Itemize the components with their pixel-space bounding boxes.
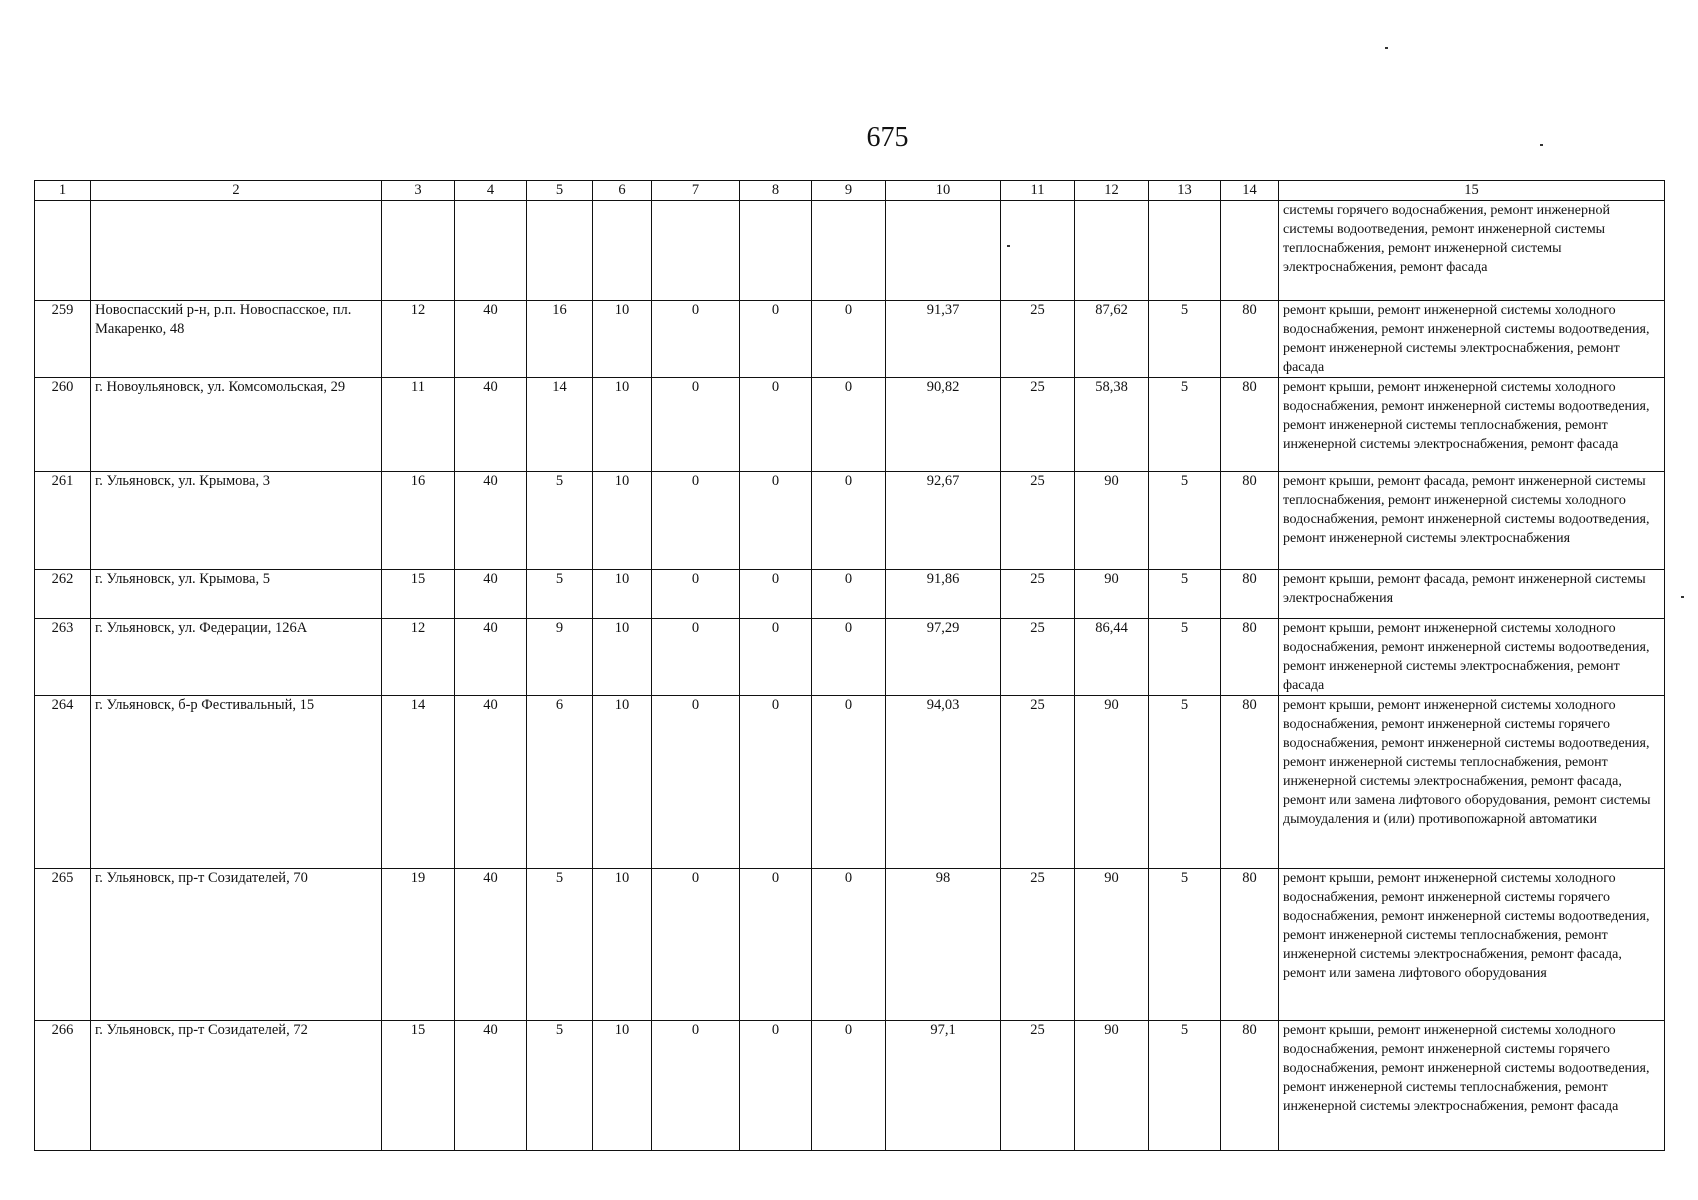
table-cell: 5 — [1149, 301, 1221, 378]
table-cell: 90,82 — [886, 378, 1001, 472]
table-row — [35, 570, 1665, 619]
table-cell: 90 — [1075, 570, 1149, 619]
address-cell: г. Ульяновск, пр-т Созидателей, 70 — [91, 869, 382, 1021]
row-number-cell: 266 — [35, 1021, 91, 1151]
table-cell: 0 — [652, 472, 740, 570]
table-cell: 5 — [1149, 869, 1221, 1021]
table-cell: 0 — [652, 696, 740, 869]
table-cell: 0 — [812, 696, 886, 869]
address-cell: г. Ульяновск, ул. Федерации, 126А — [91, 619, 382, 696]
table-cell: 0 — [740, 696, 812, 869]
address-cell: г. Новоульяновск, ул. Комсомольская, 29 — [91, 378, 382, 472]
table-cell: 25 — [1001, 869, 1075, 1021]
table-cell: 0 — [652, 619, 740, 696]
table-cell: 0 — [740, 1021, 812, 1151]
table-cell: 12 — [382, 301, 455, 378]
table-cell: 10 — [593, 696, 652, 869]
table-cell: 25 — [1001, 301, 1075, 378]
table-cell: 25 — [1001, 696, 1075, 869]
table-cell: 25 — [1001, 570, 1075, 619]
table-cell — [886, 201, 1001, 301]
address-cell: г. Ульяновск, ул. Крымова, 5 — [91, 570, 382, 619]
column-header: 4 — [455, 181, 527, 201]
table-cell: 40 — [455, 570, 527, 619]
column-header: 11 — [1001, 181, 1075, 201]
table-cell: 58,38 — [1075, 378, 1149, 472]
table-cell: 91,86 — [886, 570, 1001, 619]
repair-program-table — [34, 180, 1665, 1151]
table-cell: 0 — [652, 1021, 740, 1151]
table-cell: 0 — [652, 301, 740, 378]
table-cell: 19 — [382, 869, 455, 1021]
table-cell: 98 — [886, 869, 1001, 1021]
table-row — [35, 1021, 1665, 1151]
table-cell: 5 — [1149, 378, 1221, 472]
table-cell: 10 — [593, 301, 652, 378]
table-cell: 25 — [1001, 378, 1075, 472]
table-cell: 80 — [1221, 869, 1279, 1021]
table-cell: 40 — [455, 869, 527, 1021]
table-cell: 92,67 — [886, 472, 1001, 570]
row-number-cell: 263 — [35, 619, 91, 696]
table-cell: 90 — [1075, 472, 1149, 570]
repair-works-cell: ремонт крыши, ремонт инженерной системы холодного водоснабжения, ремонт инженерной системы горячего водоснабжения, ремонт инженерной системы водоотведения, ремонт инженерной системы теплоснабжения, ремонт инженерной системы электроснабжения, ремонт фасада — [1279, 1021, 1665, 1151]
table-cell: 90 — [1075, 696, 1149, 869]
column-header: 7 — [652, 181, 740, 201]
table-cell: 0 — [812, 472, 886, 570]
table-cell: 80 — [1221, 1021, 1279, 1151]
row-number-cell: 261 — [35, 472, 91, 570]
table-row — [35, 301, 1665, 378]
table-cell: 0 — [740, 619, 812, 696]
row-number-cell — [35, 201, 91, 301]
table-cell: 10 — [593, 378, 652, 472]
table-cell: 0 — [812, 378, 886, 472]
table-cell: 14 — [527, 378, 593, 472]
repair-works-cell: ремонт крыши, ремонт инженерной системы холодного водоснабжения, ремонт инженерной системы горячего водоснабжения, ремонт инженерной системы водоотведения, ремонт инженерной системы теплоснабжения, ремонт инженерной системы электроснабжения, ремонт фасада, ремонт или замена лифтового оборудования, ремонт системы дымоудаления и (или) противопожарной автоматики — [1279, 696, 1665, 869]
column-header: 15 — [1279, 181, 1665, 201]
table-cell: 91,37 — [886, 301, 1001, 378]
table-cell — [740, 201, 812, 301]
table-row — [35, 378, 1665, 472]
column-header: 10 — [886, 181, 1001, 201]
scan-speck — [1681, 596, 1684, 598]
address-cell — [91, 201, 382, 301]
table-row — [35, 869, 1665, 1021]
table-cell — [812, 201, 886, 301]
table-cell — [1221, 201, 1279, 301]
repair-works-cell: ремонт крыши, ремонт инженерной системы холодного водоснабжения, ремонт инженерной системы водоотведения, ремонт инженерной системы теплоснабжения, ремонт инженерной системы электроснабжения, ремонт фасада — [1279, 378, 1665, 472]
scan-speck — [1385, 47, 1388, 49]
table-cell: 5 — [1149, 570, 1221, 619]
row-number-cell: 265 — [35, 869, 91, 1021]
table-cell: 0 — [812, 1021, 886, 1151]
table-cell: 10 — [593, 619, 652, 696]
row-number-cell: 259 — [35, 301, 91, 378]
table-cell — [382, 201, 455, 301]
table-cell: 0 — [812, 619, 886, 696]
table-cell: 80 — [1221, 378, 1279, 472]
table-cell: 25 — [1001, 619, 1075, 696]
table-cell: 86,44 — [1075, 619, 1149, 696]
table-cell: 5 — [527, 869, 593, 1021]
column-header: 3 — [382, 181, 455, 201]
repair-works-cell: системы горячего водоснабжения, ремонт инженерной системы водоотведения, ремонт инженерной системы теплоснабжения, ремонт инженерной системы электроснабжения, ремонт фасада — [1279, 201, 1665, 301]
table-cell — [1001, 201, 1075, 301]
table-cell: 15 — [382, 570, 455, 619]
table-cell: 0 — [652, 570, 740, 619]
address-cell: г. Ульяновск, ул. Крымова, 3 — [91, 472, 382, 570]
table-cell — [652, 201, 740, 301]
table-cell: 5 — [527, 1021, 593, 1151]
table-cell — [593, 201, 652, 301]
table-cell: 80 — [1221, 472, 1279, 570]
table-row — [35, 472, 1665, 570]
table-row — [35, 696, 1665, 869]
table-cell: 5 — [1149, 472, 1221, 570]
page-number: 675 — [866, 122, 909, 153]
table-cell: 0 — [812, 869, 886, 1021]
repair-works-cell: ремонт крыши, ремонт инженерной системы холодного водоснабжения, ремонт инженерной системы водоотведения, ремонт инженерной системы электроснабжения, ремонт фасада — [1279, 301, 1665, 378]
table-cell: 25 — [1001, 1021, 1075, 1151]
table-cell: 0 — [740, 378, 812, 472]
table-cell: 40 — [455, 619, 527, 696]
table-row — [35, 619, 1665, 696]
repair-works-cell: ремонт крыши, ремонт инженерной системы холодного водоснабжения, ремонт инженерной системы водоотведения, ремонт инженерной системы электроснабжения, ремонт фасада — [1279, 619, 1665, 696]
table-cell: 90 — [1075, 869, 1149, 1021]
column-header: 1 — [35, 181, 91, 201]
repair-works-cell: ремонт крыши, ремонт фасада, ремонт инженерной системы теплоснабжения, ремонт инженерной системы холодного водоснабжения, ремонт инженерной системы водоотведения, ремонт инженерной системы электроснабжения — [1279, 472, 1665, 570]
table-cell: 80 — [1221, 301, 1279, 378]
row-number-cell: 262 — [35, 570, 91, 619]
column-header: 5 — [527, 181, 593, 201]
table-cell: 40 — [455, 1021, 527, 1151]
table-body — [35, 201, 1665, 1151]
column-header: 9 — [812, 181, 886, 201]
table-cell: 90 — [1075, 1021, 1149, 1151]
table-cell: 25 — [1001, 472, 1075, 570]
table-cell: 0 — [812, 301, 886, 378]
table-cell: 40 — [455, 472, 527, 570]
table-cell: 80 — [1221, 570, 1279, 619]
table-cell: 0 — [740, 570, 812, 619]
table-cell: 0 — [740, 301, 812, 378]
table-cell: 10 — [593, 869, 652, 1021]
column-header: 6 — [593, 181, 652, 201]
column-header: 8 — [740, 181, 812, 201]
table-cell: 5 — [1149, 1021, 1221, 1151]
table-cell: 97,29 — [886, 619, 1001, 696]
table-cell: 15 — [382, 1021, 455, 1151]
table-cell: 5 — [527, 570, 593, 619]
table-cell: 6 — [527, 696, 593, 869]
table-cell: 10 — [593, 570, 652, 619]
table-cell: 10 — [593, 1021, 652, 1151]
column-header: 2 — [91, 181, 382, 201]
scan-speck — [1007, 245, 1010, 247]
repair-works-cell: ремонт крыши, ремонт инженерной системы холодного водоснабжения, ремонт инженерной системы горячего водоснабжения, ремонт инженерной системы водоотведения, ремонт инженерной системы теплоснабжения, ремонт инженерной системы электроснабжения, ремонт фасада, ремонт или замена лифтового оборудования — [1279, 869, 1665, 1021]
scan-speck — [1540, 144, 1543, 146]
table-cell: 12 — [382, 619, 455, 696]
table-cell — [527, 201, 593, 301]
repair-works-cell: ремонт крыши, ремонт фасада, ремонт инженерной системы электроснабжения — [1279, 570, 1665, 619]
table-cell: 40 — [455, 301, 527, 378]
table-cell: 87,62 — [1075, 301, 1149, 378]
address-cell: г. Ульяновск, пр-т Созидателей, 72 — [91, 1021, 382, 1151]
table-cell — [1075, 201, 1149, 301]
table-cell: 5 — [1149, 619, 1221, 696]
table-cell: 5 — [1149, 696, 1221, 869]
table-cell: 80 — [1221, 696, 1279, 869]
table-cell: 94,03 — [886, 696, 1001, 869]
table-cell: 11 — [382, 378, 455, 472]
table-cell: 0 — [652, 869, 740, 1021]
table-cell: 14 — [382, 696, 455, 869]
address-cell: Новоспасский р-н, р.п. Новоспасское, пл. Макаренко, 48 — [91, 301, 382, 378]
table-cell: 40 — [455, 696, 527, 869]
table-cell: 9 — [527, 619, 593, 696]
column-number-row — [35, 181, 1665, 201]
table-cell: 97,1 — [886, 1021, 1001, 1151]
table-cell: 10 — [593, 472, 652, 570]
table-cell: 80 — [1221, 619, 1279, 696]
table-cell: 16 — [527, 301, 593, 378]
table-row — [35, 201, 1665, 301]
table-cell: 0 — [652, 378, 740, 472]
row-number-cell: 260 — [35, 378, 91, 472]
table-cell — [1149, 201, 1221, 301]
column-header: 14 — [1221, 181, 1279, 201]
table-cell: 0 — [740, 869, 812, 1021]
column-header: 13 — [1149, 181, 1221, 201]
address-cell: г. Ульяновск, б-р Фестивальный, 15 — [91, 696, 382, 869]
table-cell: 5 — [527, 472, 593, 570]
table-cell: 0 — [740, 472, 812, 570]
table-cell — [455, 201, 527, 301]
table-cell: 0 — [812, 570, 886, 619]
column-header: 12 — [1075, 181, 1149, 201]
table-cell: 16 — [382, 472, 455, 570]
row-number-cell: 264 — [35, 696, 91, 869]
table-cell: 40 — [455, 378, 527, 472]
